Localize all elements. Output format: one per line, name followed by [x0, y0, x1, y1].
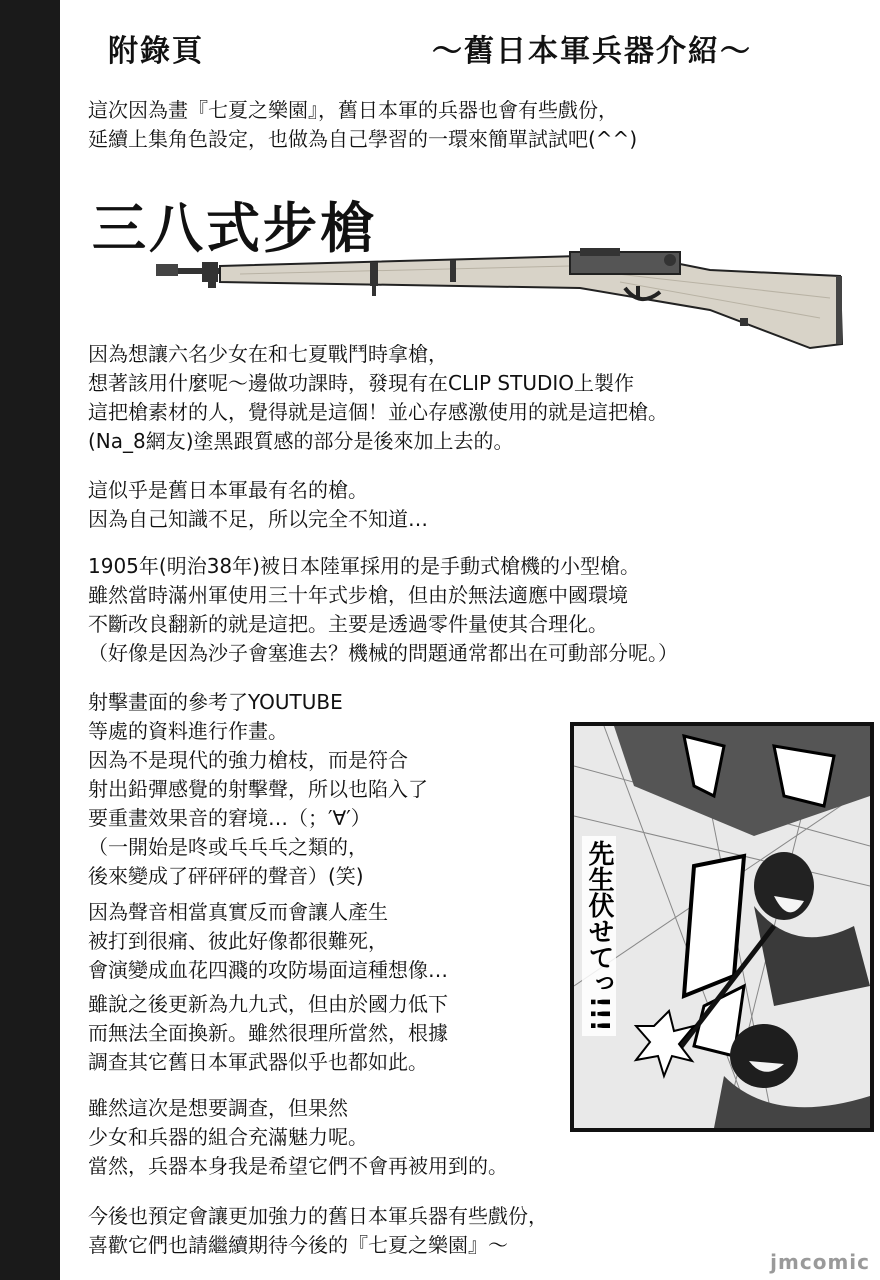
paragraph-1 [88, 340, 668, 456]
text-line: 因為不是現代的強力槍枝，而是符合 [88, 748, 408, 772]
text-line: 雖然這次是想要調查，但果然 [88, 1096, 348, 1120]
paragraph-2 [88, 476, 428, 534]
paragraph-7 [88, 1094, 508, 1181]
text-line: 等處的資料進行作畫。 [88, 719, 288, 743]
paragraph-8 [88, 1202, 548, 1260]
text-line: 要重畫效果音的窘境…（；′∀′） [88, 806, 371, 830]
text-line: （一開始是咚或乓乓乓之類的， [88, 835, 368, 859]
paragraph-5 [88, 898, 448, 985]
text-line: 今後也預定會讓更加強力的舊日本軍兵器有些戲份， [88, 1204, 548, 1228]
manga-artwork [574, 726, 870, 1128]
text-line: 射擊畫面的參考了YOUTUBE [88, 690, 343, 714]
watermark-logo: jmcomic [770, 1250, 870, 1274]
text-line: 雖說之後更新為九九式，但由於國力低下 [88, 992, 448, 1016]
text-line: （好像是因為沙子會塞進去？機械的問題通常都出在可動部分呢。） [88, 641, 678, 665]
left-page-edge [0, 0, 60, 1280]
text-line: 喜歡它們也請繼續期待今後的『七夏之樂園』～ [88, 1233, 508, 1257]
text-line: 被打到很痛、彼此好像都很難死， [88, 929, 388, 953]
text-line: 會演變成血花四濺的攻防場面這種想像… [88, 958, 448, 982]
header-appendix-title: 附錄頁 [108, 34, 204, 69]
header-subtitle: ～舊日本軍兵器介紹～ [432, 34, 752, 69]
text-line: (Na_8網友)塗黑跟質感的部分是後來加上去的。 [88, 429, 514, 453]
text-line: 而無法全面換新。雖然很理所當然，根據 [88, 1021, 448, 1045]
text-line: 射出鉛彈感覺的射擊聲，所以也陷入了 [88, 777, 428, 801]
text-line: 1905年(明治38年)被日本陸軍採用的是手動式槍機的小型槍。 [88, 554, 640, 578]
text-line: 因為聲音相當真實反而會讓人產生 [88, 900, 388, 924]
text-line: 少女和兵器的組合充滿魅力呢。 [88, 1125, 368, 1149]
text-line: 因為自己知識不足，所以完全不知道… [88, 507, 428, 531]
text-line: 延續上集角色設定，也做為自己學習的一環來簡單試試吧(^^) [88, 127, 638, 151]
text-line: 因為想讓六名少女在和七夏戰鬥時拿槍， [88, 342, 448, 366]
paragraph-4 [88, 688, 428, 891]
text-line: 這把槍素材的人，覺得就是這個！並心存感激使用的就是這把槍。 [88, 400, 668, 424]
text-line: 當然，兵器本身我是希望它們不會再被用到的。 [88, 1154, 508, 1178]
paragraph-3 [88, 552, 678, 668]
manga-panel [570, 722, 874, 1132]
text-line: 調查其它舊日本軍武器似乎也都如此。 [88, 1050, 428, 1074]
text-line: 不斷改良翻新的就是這把。主要是透過零件量使其合理化。 [88, 612, 608, 636]
text-line: 想著該用什麼呢～邊做功課時，發現有在CLIP STUDIO上製作 [88, 371, 635, 395]
paragraph-6 [88, 990, 448, 1077]
speech-bubble-text: 先生伏せてっ!!! [582, 836, 616, 1036]
text-line: 雖然當時滿州軍使用三十年式步槍，但由於無法適應中國環境 [88, 583, 628, 607]
intro-paragraph [88, 96, 637, 154]
text-line: 後來變成了砰砰砰的聲音）(笑) [88, 864, 364, 888]
text-line: 這似乎是舊日本軍最有名的槍。 [88, 478, 368, 502]
weapon-title: 三八式步槍 [92, 197, 377, 260]
text-line: 這次因為畫『七夏之樂園』，舊日本軍的兵器也會有些戲份， [88, 98, 618, 122]
